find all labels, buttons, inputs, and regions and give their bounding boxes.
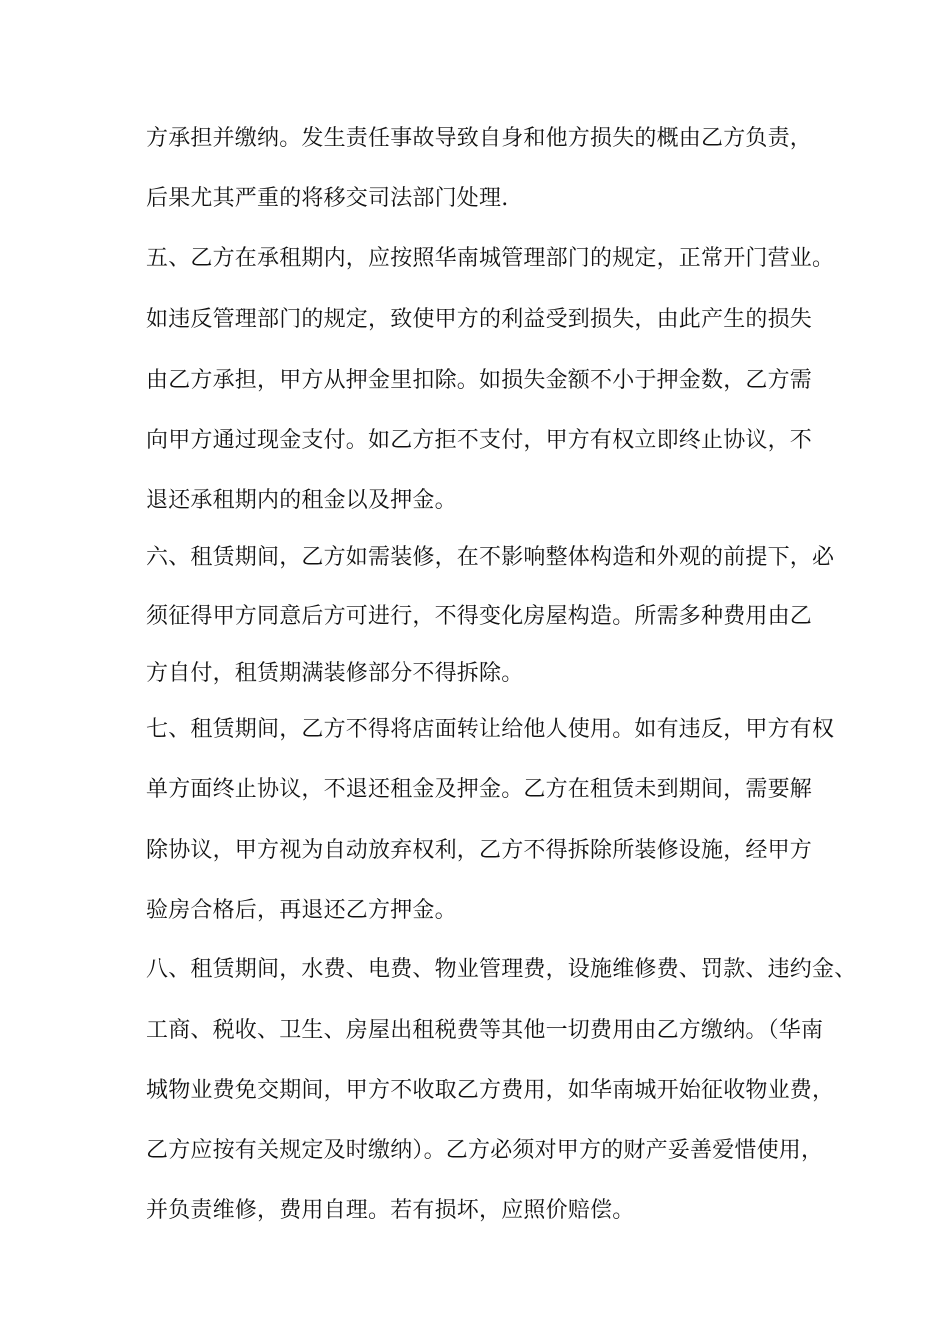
text-line: 六、租赁期间，乙方如需装修，在不影响整体构造和外观的前提下，必 [146,545,835,570]
text-line: 方承担并缴纳。发生责任事故导致自身和他方损失的概由乙方负责， [146,126,813,151]
text-line: 五、乙方在承租期内，应按照华南城管理部门的规定，正常开门营业。 [146,246,835,271]
text-line: 除协议，甲方视为自动放弃权利，乙方不得拆除所装修设施，经甲方 [146,838,813,863]
text-line: 验房合格后，再退还乙方押金。 [146,898,457,923]
text-line: 向甲方通过现金支付。如乙方拒不支付，甲方有权立即终止协议，不 [146,428,813,453]
text-line: 由乙方承担，甲方从押金里扣除。如损失金额不小于押金数，乙方需 [146,368,813,393]
text-line: 退还承租期内的租金以及押金。 [146,488,457,513]
text-line: 如违反管理部门的规定，致使甲方的利益受到损失，由此产生的损失 [146,307,813,332]
text-line: 乙方应按有关规定及时缴纳）。乙方必须对甲方的财产妥善爱惜使用， [146,1138,824,1163]
text-line: 单方面终止协议，不退还租金及押金。乙方在租赁未到期间，需要解 [146,777,813,802]
text-line: 并负责维修，费用自理。若有损坏，应照价赔偿。 [146,1198,635,1223]
text-line: 工商、税收、卫生、房屋出租税费等其他一切费用由乙方缴纳。（华南 [146,1018,824,1043]
text-line: 后果尤其严重的将移交司法部门处理. [146,186,509,211]
text-line: 须征得甲方同意后方可进行，不得变化房屋构造。所需多种费用由乙 [146,604,813,629]
text-line: 八、租赁期间，水费、电费、物业管理费，设施维修费、罚款、违约金、 [146,957,857,982]
text-line: 城物业费免交期间，甲方不收取乙方费用，如华南城开始征收物业费， [146,1078,835,1103]
text-line: 方自付，租赁期满装修部分不得拆除。 [146,661,524,686]
text-line: 七、租赁期间，乙方不得将店面转让给他人使用。如有违反，甲方有权 [146,717,835,742]
